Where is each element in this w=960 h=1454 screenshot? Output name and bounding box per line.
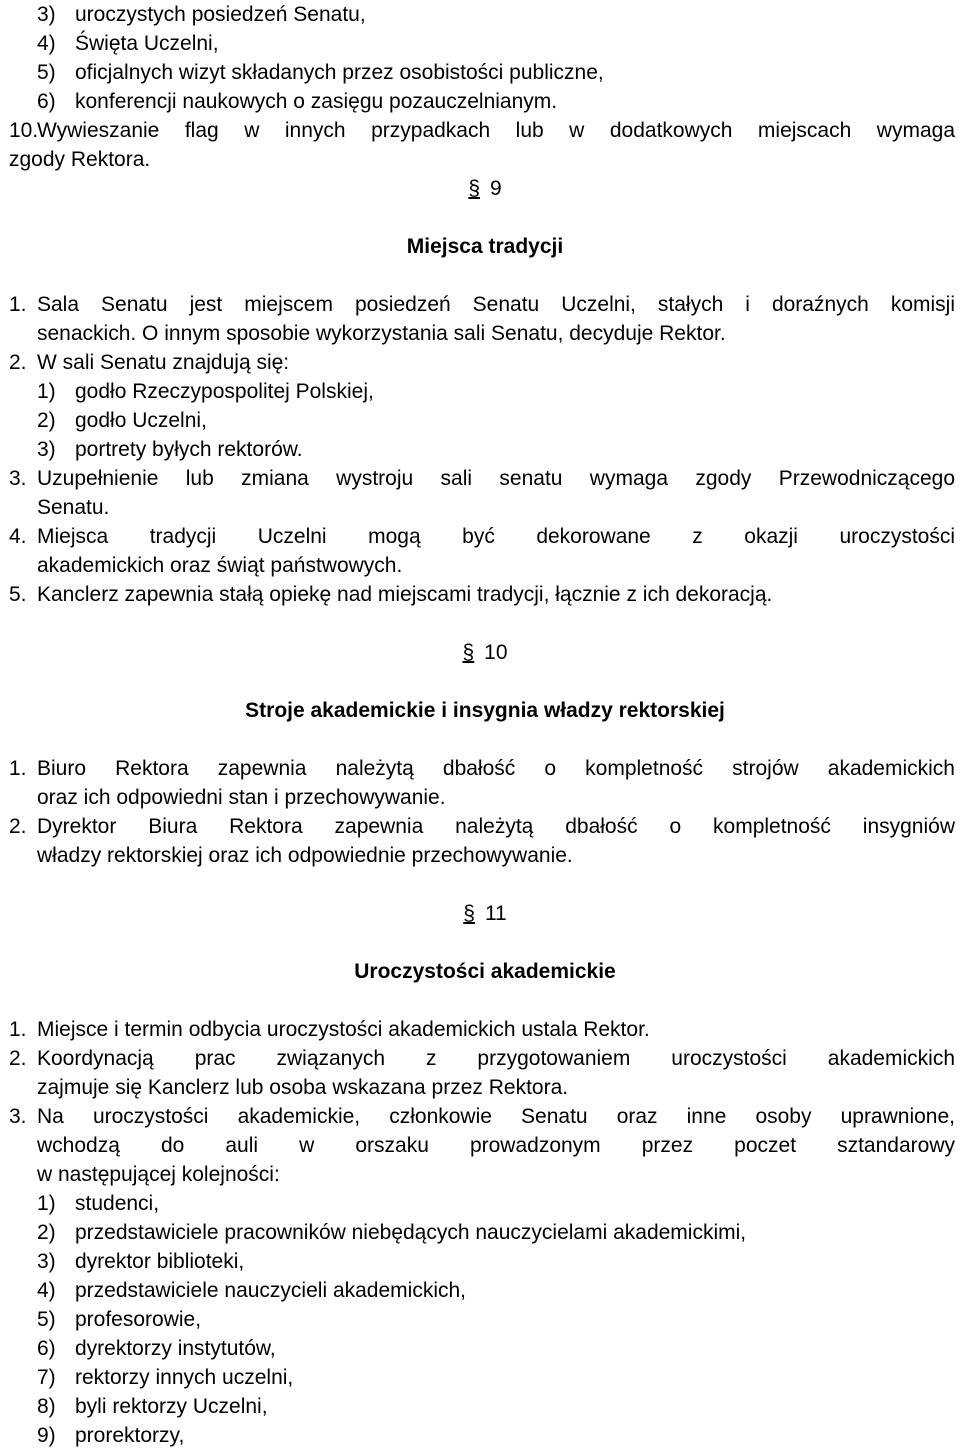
paragraph-text-line: Biuro Rektora zapewnia należytą dbałość o kompletność strojów akademickich (37, 757, 955, 780)
section-title: Stroje akademickie i insygnia władzy rektorskiej (245, 699, 725, 722)
spacer (9, 261, 955, 290)
list-item (9, 1189, 955, 1218)
list-item (9, 377, 955, 406)
paragraph-text-line: Kanclerz zapewnia stałą opiekę nad miejscami tradycji, łącznie z ich dekoracją. (37, 583, 773, 606)
paragraph-number: 1. (9, 1018, 27, 1041)
list-item (9, 58, 955, 87)
paragraph-number: 4. (9, 525, 27, 548)
section-number (9, 899, 955, 928)
list-item-text: profesorowie, (75, 1308, 202, 1331)
list-item-number: 3) (37, 438, 56, 461)
paragraph-text-line: Wywieszanie flag w innych przypadkach lub w dodatkowych miejscach wymaga (37, 119, 955, 142)
list-item (9, 1363, 955, 1392)
list-item (9, 406, 955, 435)
list-item-number: 5) (37, 1308, 56, 1331)
section-title: Uroczystości akademickie (354, 960, 616, 983)
paragraph-number: 2. (9, 351, 27, 374)
section-number-value: 11 (484, 902, 507, 925)
list-item (9, 1392, 955, 1421)
paragraph-text-line: Uzupełnienie lub zmiana wystroju sali senatu wymaga zgody Przewodniczącego (37, 467, 955, 490)
paragraph-text-line: Miejsca tradycji Uczelni mogą być dekorowane z okazji uroczystości (37, 525, 955, 548)
spacer (9, 928, 955, 957)
paragraph (9, 348, 955, 377)
spacer (9, 609, 955, 638)
list-item-text: godło Uczelni, (75, 409, 207, 432)
list-item-number: 8) (37, 1395, 56, 1418)
paragraph-line-wrap (9, 1131, 955, 1160)
list-item-number: 6) (37, 1337, 56, 1360)
list-item-text: portrety byłych rektorów. (75, 438, 303, 461)
section-sign: § (463, 902, 475, 925)
paragraph-text-line: zgody Rektora. (9, 148, 151, 171)
list-item-number: 4) (37, 32, 56, 55)
paragraph-text-line: wchodzą do auli w orszaku prowadzonym przez poczet sztandarowy (37, 1134, 955, 1157)
list-item-text: uroczystych posiedzeń Senatu, (75, 3, 366, 26)
list-item-text: godło Rzeczypospolitej Polskiej, (75, 380, 374, 403)
paragraph-text-line: Miejsce i termin odbycia uroczystości akademickich ustala Rektor. (37, 1018, 650, 1041)
paragraph-number: 10. (9, 119, 39, 142)
paragraph-text-line: akademickich oraz świąt państwowych. (37, 554, 403, 577)
list-item (9, 1247, 955, 1276)
list-item-number: 1) (37, 380, 56, 403)
list-item-number: 4) (37, 1279, 56, 1302)
list-item-number: 2) (37, 409, 56, 432)
list-item-text: konferencji naukowych o zasięgu pozauczelnianym. (75, 90, 558, 113)
paragraph-text-line: w następującej kolejności: (37, 1163, 280, 1186)
paragraph (9, 1102, 955, 1131)
section-title: Miejsca tradycji (406, 235, 564, 258)
paragraph (9, 464, 955, 493)
paragraph-number: 1. (9, 757, 27, 780)
spacer (9, 870, 955, 899)
list-item (9, 87, 955, 116)
paragraph-text-line: Sala Senatu jest miejscem posiedzeń Senatu Uczelni, stałych i doraźnych komisji (37, 293, 955, 316)
list-item-text: Święta Uczelni, (75, 32, 219, 55)
list-item-text: dyrektor biblioteki, (75, 1250, 245, 1273)
list-item-text: byli rektorzy Uczelni, (75, 1395, 268, 1418)
spacer (9, 986, 955, 1015)
paragraph-text-line: senackich. O innym sposobie wykorzystania sali Senatu, decyduje Rektor. (37, 322, 726, 345)
list-item (9, 1218, 955, 1247)
paragraph-number: 3. (9, 1105, 27, 1128)
list-item (9, 1305, 955, 1334)
list-item (9, 0, 955, 29)
paragraph-text-line: oraz ich odpowiedni stan i przechowywanie. (37, 786, 446, 809)
paragraph (9, 1015, 955, 1044)
paragraph-number: 1. (9, 293, 27, 316)
list-item (9, 29, 955, 58)
section-number (9, 638, 955, 667)
paragraph (9, 1044, 955, 1073)
list-item (9, 435, 955, 464)
paragraph (9, 754, 955, 783)
list-item-number: 1) (37, 1192, 56, 1215)
paragraph-number: 5. (9, 583, 27, 606)
section-sign: § (462, 641, 475, 664)
list-item-text: rektorzy innych uczelni, (75, 1366, 294, 1389)
paragraph-text-line: władzy rektorskiej oraz ich odpowiednie przechowywanie. (37, 844, 573, 867)
list-item-text: przedstawiciele pracowników niebędących nauczycielami akademickimi, (75, 1221, 747, 1244)
paragraph-10 (9, 116, 955, 145)
paragraph (9, 812, 955, 841)
document-page (9, 0, 955, 1450)
paragraph (9, 580, 955, 609)
list-item-number: 6) (37, 90, 56, 113)
paragraph-number: 2. (9, 1047, 27, 1070)
spacer (9, 725, 955, 754)
list-item (9, 1276, 955, 1305)
paragraph-text-line: Dyrektor Biura Rektora zapewnia należytą dbałość o kompletność insygniów (37, 815, 955, 838)
list-item-text: prorektorzy, (75, 1424, 185, 1447)
list-item-number: 9) (37, 1424, 56, 1447)
paragraph-text-line: Na uroczystości akademickie, członkowie Senatu oraz inne osoby uprawnione, (37, 1105, 955, 1128)
list-item (9, 1334, 955, 1363)
paragraph-text-line: zajmuje się Kanclerz lub osoba wskazana przez Rektora. (37, 1076, 569, 1099)
list-item-text: studenci, (75, 1192, 160, 1215)
paragraph-number: 3. (9, 467, 27, 490)
section-sign: § (468, 177, 480, 200)
paragraph (9, 522, 955, 551)
section-number (9, 174, 955, 203)
list-item (9, 1421, 955, 1450)
paragraph-number: 2. (9, 815, 27, 838)
list-item-text: oficjalnych wizyt składanych przez osobistości publiczne, (75, 61, 604, 84)
list-item-number: 3) (37, 1250, 56, 1273)
paragraph-text-line: Senatu. (37, 496, 110, 519)
list-item-text: przedstawiciele nauczycieli akademickich, (75, 1279, 467, 1302)
spacer (9, 203, 955, 232)
paragraph-text-line: W sali Senatu znajdują się: (37, 351, 290, 374)
paragraph-text-line: Koordynacją prac związanych z przygotowaniem uroczystości akademickich (37, 1047, 955, 1070)
list-item-number: 3) (37, 3, 56, 26)
section-number-value: 9 (490, 177, 502, 200)
list-item-number: 7) (37, 1366, 56, 1389)
spacer (9, 667, 955, 696)
paragraph (9, 290, 955, 319)
section-number-value: 10 (484, 641, 508, 664)
list-item-text: dyrektorzy instytutów, (75, 1337, 276, 1360)
list-item-number: 5) (37, 61, 56, 84)
list-item-number: 2) (37, 1221, 56, 1244)
